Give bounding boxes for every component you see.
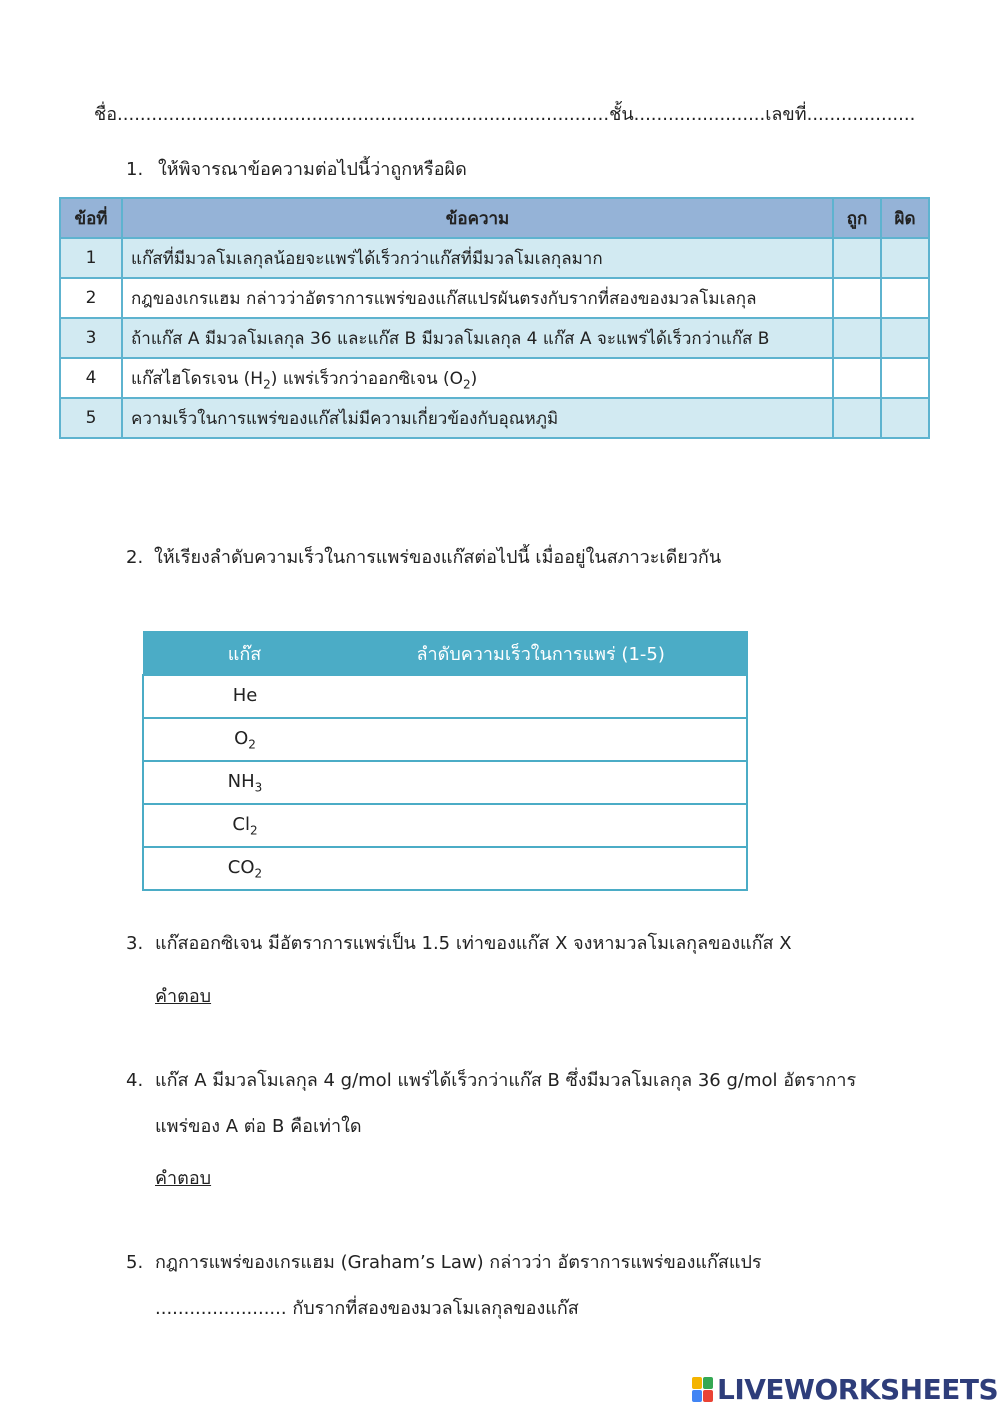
order-input[interactable] <box>346 847 747 890</box>
table-row <box>143 675 747 718</box>
row-number: 1 <box>60 238 122 278</box>
order-input[interactable] <box>346 804 747 847</box>
question-text: แก๊สออกซิเจน มีอัตราการแพร่เป็น 1.5 เท่าของแก๊ส X จงหามวลโมเลกุลของแก๊ส X <box>155 933 792 954</box>
row-number: 3 <box>60 318 122 358</box>
gas-name: $Cl_2$ <box>143 804 346 847</box>
order-input[interactable] <box>346 675 747 718</box>
question-number: 1. <box>126 159 144 180</box>
true-answer-box[interactable] <box>833 358 881 398</box>
question-5-prompt-cont <box>155 1300 579 1318</box>
logo-icon <box>692 1377 714 1403</box>
table-header-row <box>60 198 929 238</box>
logo-text: LIVEWORKSHEETS <box>717 1373 999 1406</box>
question-4-prompt-cont: แพร่ของ A ต่อ B คือเท่าใด <box>155 1116 362 1137</box>
table-row <box>143 847 747 890</box>
table-row <box>143 804 747 847</box>
question-text: ให้พิจารณาข้อความต่อไปนี้ว่าถูกหรือผิด <box>158 159 467 180</box>
question-2-prompt <box>126 549 721 567</box>
header-statement: ข้อความ <box>122 198 833 238</box>
question-text: กฎการแพร่ของเกรแฮม (Graham’s Law) กล่าวว่า อัตราการแพร่ของแก๊สแปร <box>155 1252 762 1273</box>
question-text: ให้เรียงลำดับความเร็วในการแพร่ของแก๊สต่อไปนี้ เมื่ออยู่ในสภาวะเดียวกัน <box>154 547 722 568</box>
order-input[interactable] <box>346 718 747 761</box>
true-answer-box[interactable] <box>833 238 881 278</box>
true-answer-box[interactable] <box>833 278 881 318</box>
student-info-line <box>94 106 915 124</box>
header-gas: แก๊ส <box>143 632 346 676</box>
question-text: แก๊ส A มีมวลโมเลกุล 4 g/mol แพร่ได้เร็วกว่าแก๊ส B ซึ่งมีมวลโมเลกุล 36 g/mol อัตราการ <box>155 1070 857 1091</box>
row-number: 5 <box>60 398 122 438</box>
false-answer-box[interactable] <box>881 278 929 318</box>
row-statement: แก๊สไฮโดรเจน $(H_2)$ แพร่เร็วกว่าออกซิเจน $(O_2)$ <box>122 358 833 398</box>
class-field[interactable]: ....................... <box>633 104 766 125</box>
order-input[interactable] <box>346 761 747 804</box>
number-label: เลขที่ <box>765 104 807 125</box>
false-answer-box[interactable] <box>881 358 929 398</box>
question-number: 5. <box>126 1252 144 1273</box>
header-no: ข้อที่ <box>60 198 122 238</box>
gas-name: $O_2$ <box>143 718 346 761</box>
table-row <box>60 238 929 278</box>
question-1-prompt <box>126 161 467 179</box>
table-row <box>60 318 929 358</box>
answer-label: คำตอบ <box>155 986 212 1007</box>
question-number: 3. <box>126 933 144 954</box>
question-number: 4. <box>126 1070 144 1091</box>
header-true: ถูก <box>833 198 881 238</box>
true-answer-box[interactable] <box>833 318 881 358</box>
table-row <box>143 718 747 761</box>
row-number: 2 <box>60 278 122 318</box>
table-row <box>60 358 929 398</box>
true-false-table <box>59 197 930 439</box>
false-answer-box[interactable] <box>881 318 929 358</box>
name-label: ชื่อ <box>94 104 118 125</box>
false-answer-box[interactable] <box>881 398 929 438</box>
row-statement: ความเร็วในการแพร่ของแก๊สไม่มีความเกี่ยวข้องกับอุณหภูมิ <box>122 398 833 438</box>
question-3-prompt <box>126 935 792 953</box>
answer-label: คำตอบ <box>155 1168 212 1189</box>
header-order: ลำดับความเร็วในการแพร่ (1-5) <box>346 632 747 676</box>
row-statement: แก๊สที่มีมวลโมเลกุลน้อยจะแพร่ได้เร็วกว่าแก๊สที่มีมวลโมเลกุลมาก <box>122 238 833 278</box>
gas-name: $NH_3$ <box>143 761 346 804</box>
table-row <box>60 398 929 438</box>
row-number: 4 <box>60 358 122 398</box>
answer-input[interactable] <box>230 1158 870 1186</box>
fill-blank[interactable]: ....................... <box>155 1298 287 1319</box>
row-statement: กฎของเกรแฮม กล่าวว่าอัตราการแพร่ของแก๊สแปรผันตรงกับรากที่สองของมวลโมเลกุล <box>122 278 833 318</box>
false-answer-box[interactable] <box>881 238 929 278</box>
header-false: ผิด <box>881 198 929 238</box>
gas-name: He <box>143 675 346 718</box>
name-field[interactable]: ...................................................................................... <box>117 104 610 125</box>
question-5-prompt <box>126 1254 762 1272</box>
question-4-prompt <box>126 1072 856 1090</box>
true-answer-box[interactable] <box>833 398 881 438</box>
number-field[interactable]: ................... <box>806 104 916 125</box>
table-header-row <box>143 632 747 676</box>
gas-order-table <box>142 631 748 891</box>
answer-input[interactable] <box>230 976 870 1004</box>
table-row <box>60 278 929 318</box>
liveworksheets-logo <box>692 1373 998 1406</box>
question-number: 2. <box>126 547 144 568</box>
table-row <box>143 761 747 804</box>
row-statement: ถ้าแก๊ส A มีมวลโมเลกุล 36 และแก๊ส B มีมวลโมเลกุล 4 แก๊ส A จะแพร่ได้เร็วกว่าแก๊ส B <box>122 318 833 358</box>
gas-name: $CO_2$ <box>143 847 346 890</box>
question-text: กับรากที่สองของมวลโมเลกุลของแก๊ส <box>286 1298 579 1319</box>
class-label: ชั้น <box>609 104 634 125</box>
